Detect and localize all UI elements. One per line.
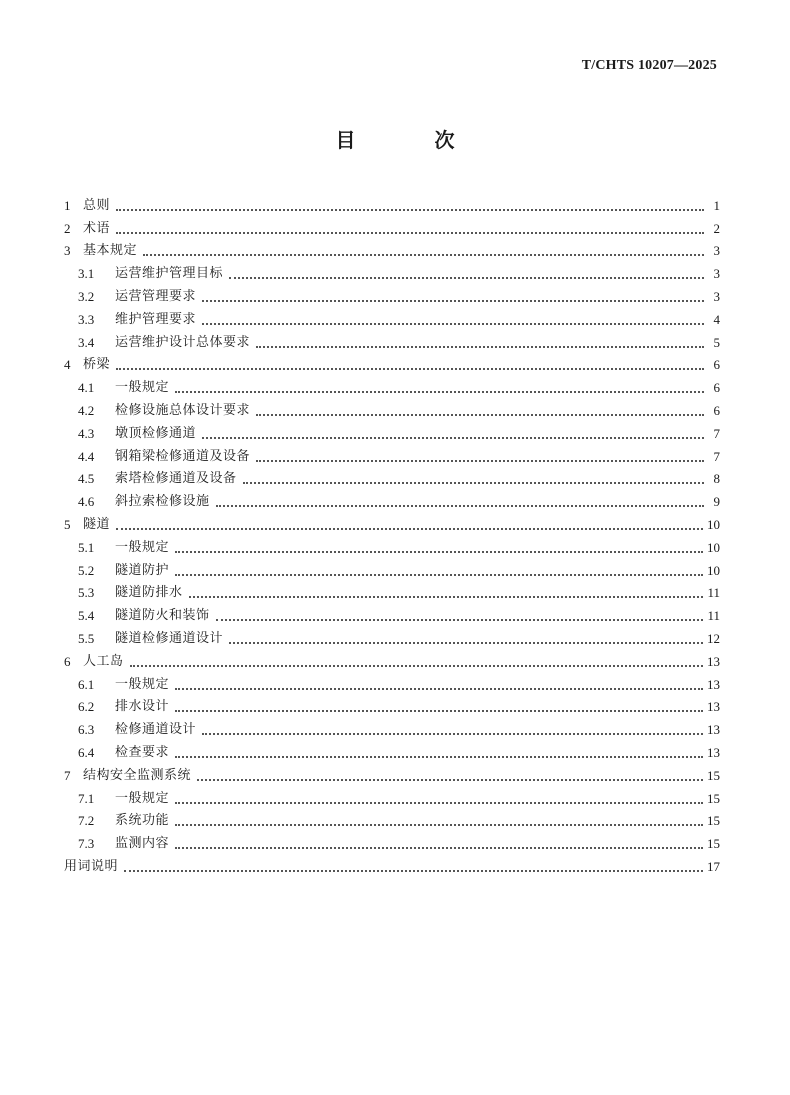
dot-leader xyxy=(175,390,704,393)
toc-entry[interactable] xyxy=(64,808,720,831)
toc-entry-label: 总则 xyxy=(83,197,111,213)
toc-entry-page: 13 xyxy=(707,744,720,760)
toc-entry-number: 7 xyxy=(64,767,71,783)
toc-entry-page: 11 xyxy=(707,585,720,601)
toc-entry-page: 10 xyxy=(707,562,720,578)
dot-leader xyxy=(256,459,704,462)
toc-entry-number: 2 xyxy=(64,220,71,236)
toc-entry-page: 6 xyxy=(713,380,720,396)
dot-leader xyxy=(175,823,703,826)
toc-entry-number: 4.4 xyxy=(78,448,95,464)
dot-leader xyxy=(175,709,703,712)
toc-entry-page: 9 xyxy=(713,494,720,510)
toc-entry-number: 6.4 xyxy=(78,744,95,760)
toc-entry-number: 7.3 xyxy=(78,836,95,852)
toc-entry[interactable] xyxy=(64,785,720,808)
toc-entry[interactable] xyxy=(64,374,720,397)
toc-entry-label: 系统功能 xyxy=(115,813,170,829)
toc-entry-page: 13 xyxy=(707,653,720,669)
toc-entry-number: 5.5 xyxy=(78,630,95,646)
toc-entry-label: 一般规定 xyxy=(115,790,170,806)
toc-entry-number: 3.4 xyxy=(78,334,95,350)
dot-leader xyxy=(202,436,704,439)
toc-entry[interactable] xyxy=(64,716,720,739)
toc-entry[interactable] xyxy=(64,397,720,420)
toc-entry-page: 3 xyxy=(713,288,720,304)
toc-entry-page: 5 xyxy=(713,334,720,350)
dot-leader xyxy=(189,595,704,598)
toc-entry[interactable] xyxy=(64,260,720,283)
dot-leader xyxy=(216,504,704,507)
toc-entry-page: 15 xyxy=(707,813,720,829)
dot-leader xyxy=(229,641,703,644)
toc-entry-page: 15 xyxy=(707,790,720,806)
toc-entry-page: 4 xyxy=(713,311,720,327)
toc-entry-number: 5 xyxy=(64,516,71,532)
toc-entry[interactable] xyxy=(64,511,720,534)
document-code: T/CHTS 10207—2025 xyxy=(581,58,717,73)
toc-entry-page: 10 xyxy=(707,539,720,555)
toc-entry-number: 6.3 xyxy=(78,722,95,738)
dot-leader xyxy=(175,801,703,804)
dot-leader xyxy=(143,253,704,256)
toc-entry[interactable] xyxy=(64,853,720,876)
toc-entry-page: 15 xyxy=(707,767,720,783)
toc-entry-number: 5.1 xyxy=(78,539,95,555)
dot-leader xyxy=(243,481,704,484)
toc-entry-label: 墩顶检修通道 xyxy=(115,425,197,441)
toc-entry-label: 隧道防排水 xyxy=(115,585,183,601)
toc-entry-page: 7 xyxy=(713,448,720,464)
dot-leader xyxy=(124,869,703,872)
dot-leader xyxy=(116,527,703,530)
toc-entry-number: 4.6 xyxy=(78,494,95,510)
toc-entry-page: 15 xyxy=(707,836,720,852)
dot-leader xyxy=(175,846,703,849)
toc-entry-number: 4.5 xyxy=(78,471,95,487)
toc-entry-number: 3.3 xyxy=(78,311,95,327)
table-of-contents xyxy=(64,192,720,876)
toc-entry-label: 一般规定 xyxy=(115,380,170,396)
toc-entry-number: 4 xyxy=(64,357,71,373)
dot-leader xyxy=(175,573,703,576)
toc-entry[interactable] xyxy=(64,306,720,329)
toc-entry[interactable] xyxy=(64,557,720,580)
toc-entry-page: 11 xyxy=(707,608,720,624)
toc-entry-label: 运营管理要求 xyxy=(115,288,197,304)
toc-entry-number: 3 xyxy=(64,243,71,259)
toc-entry[interactable] xyxy=(64,534,720,557)
toc-entry-label: 隧道防护 xyxy=(115,562,170,578)
toc-entry-label: 一般规定 xyxy=(115,676,170,692)
toc-entry-label: 隧道检修通道设计 xyxy=(115,630,224,646)
toc-entry-page: 3 xyxy=(713,266,720,282)
toc-entry-label: 监测内容 xyxy=(115,836,170,852)
toc-entry[interactable] xyxy=(64,488,720,511)
toc-entry-page: 7 xyxy=(713,425,720,441)
toc-entry-label: 隧道防火和装饰 xyxy=(115,608,210,624)
dot-leader xyxy=(256,345,704,348)
toc-entry[interactable] xyxy=(64,580,720,603)
dot-leader xyxy=(197,778,703,781)
toc-entry-page: 6 xyxy=(713,357,720,373)
toc-entry[interactable] xyxy=(64,762,720,785)
toc-entry-label: 术语 xyxy=(83,220,111,236)
dot-leader xyxy=(175,755,703,758)
toc-entry[interactable] xyxy=(64,443,720,466)
toc-entry-number: 7.2 xyxy=(78,813,95,829)
toc-entry[interactable] xyxy=(64,694,720,717)
toc-entry-number: 1 xyxy=(64,197,71,213)
toc-entry-label: 结构安全监测系统 xyxy=(83,767,192,783)
toc-entry-label: 斜拉索检修设施 xyxy=(115,494,210,510)
dot-leader xyxy=(202,299,704,302)
toc-entry[interactable] xyxy=(64,283,720,306)
dot-leader xyxy=(116,367,704,370)
toc-entry-page: 13 xyxy=(707,722,720,738)
toc-entry[interactable] xyxy=(64,215,720,238)
toc-entry[interactable] xyxy=(64,238,720,261)
toc-entry[interactable] xyxy=(64,420,720,443)
dot-leader xyxy=(175,550,703,553)
dot-leader xyxy=(116,208,704,211)
toc-entry[interactable] xyxy=(64,329,720,352)
toc-entry-number: 3.2 xyxy=(78,288,95,304)
toc-entry-label: 隧道 xyxy=(83,516,111,532)
toc-entry-label: 基本规定 xyxy=(83,243,138,259)
toc-entry-label: 钢箱梁检修通道及设备 xyxy=(115,448,251,464)
toc-entry-number: 4.1 xyxy=(78,380,95,396)
toc-entry-label: 桥梁 xyxy=(83,357,111,373)
toc-entry-page: 2 xyxy=(713,220,720,236)
toc-entry-page: 1 xyxy=(713,197,720,213)
toc-entry[interactable] xyxy=(64,739,720,762)
toc-entry-label: 用词说明 xyxy=(64,858,119,874)
toc-entry-page: 8 xyxy=(713,471,720,487)
toc-entry-page: 10 xyxy=(707,516,720,532)
toc-entry-page: 3 xyxy=(713,243,720,259)
toc-entry-label: 检修设施总体设计要求 xyxy=(115,402,251,418)
toc-entry[interactable] xyxy=(64,352,720,375)
dot-leader xyxy=(202,732,703,735)
toc-entry-number: 6 xyxy=(64,653,71,669)
toc-entry-label: 排水设计 xyxy=(115,699,170,715)
toc-entry-page: 12 xyxy=(707,630,720,646)
toc-entry[interactable] xyxy=(64,192,720,215)
toc-entry[interactable] xyxy=(64,602,720,625)
toc-entry-label: 索塔检修通道及设备 xyxy=(115,471,237,487)
dot-leader xyxy=(175,687,703,690)
toc-title: 目 次 xyxy=(335,128,491,152)
toc-entry-label: 人工岛 xyxy=(83,653,124,669)
dot-leader xyxy=(229,276,704,279)
toc-entry-number: 5.3 xyxy=(78,585,95,601)
toc-entry-page: 17 xyxy=(707,858,720,874)
toc-entry-number: 7.1 xyxy=(78,790,95,806)
toc-entry[interactable] xyxy=(64,648,720,671)
toc-entry-number: 3.1 xyxy=(78,266,95,282)
toc-entry-page: 13 xyxy=(707,676,720,692)
toc-entry[interactable] xyxy=(64,625,720,648)
toc-entry-page: 6 xyxy=(713,402,720,418)
toc-entry-label: 运营维护管理目标 xyxy=(115,266,224,282)
toc-entry-label: 检查要求 xyxy=(115,744,170,760)
toc-entry[interactable] xyxy=(64,466,720,489)
dot-leader xyxy=(130,664,703,667)
toc-entry-page: 13 xyxy=(707,699,720,715)
dot-leader xyxy=(202,322,704,325)
toc-entry-label: 检修通道设计 xyxy=(115,722,197,738)
toc-entry[interactable] xyxy=(64,830,720,853)
toc-entry-number: 5.2 xyxy=(78,562,95,578)
toc-entry-label: 运营维护设计总体要求 xyxy=(115,334,251,350)
dot-leader xyxy=(116,231,704,234)
toc-entry-number: 6.2 xyxy=(78,699,95,715)
toc-entry-number: 5.4 xyxy=(78,608,95,624)
toc-entry-number: 4.2 xyxy=(78,402,95,418)
dot-leader xyxy=(216,618,704,621)
toc-entry-number: 4.3 xyxy=(78,425,95,441)
toc-entry-label: 维护管理要求 xyxy=(115,311,197,327)
toc-entry-number: 6.1 xyxy=(78,676,95,692)
toc-entry-label: 一般规定 xyxy=(115,539,170,555)
dot-leader xyxy=(256,413,704,416)
toc-entry[interactable] xyxy=(64,671,720,694)
